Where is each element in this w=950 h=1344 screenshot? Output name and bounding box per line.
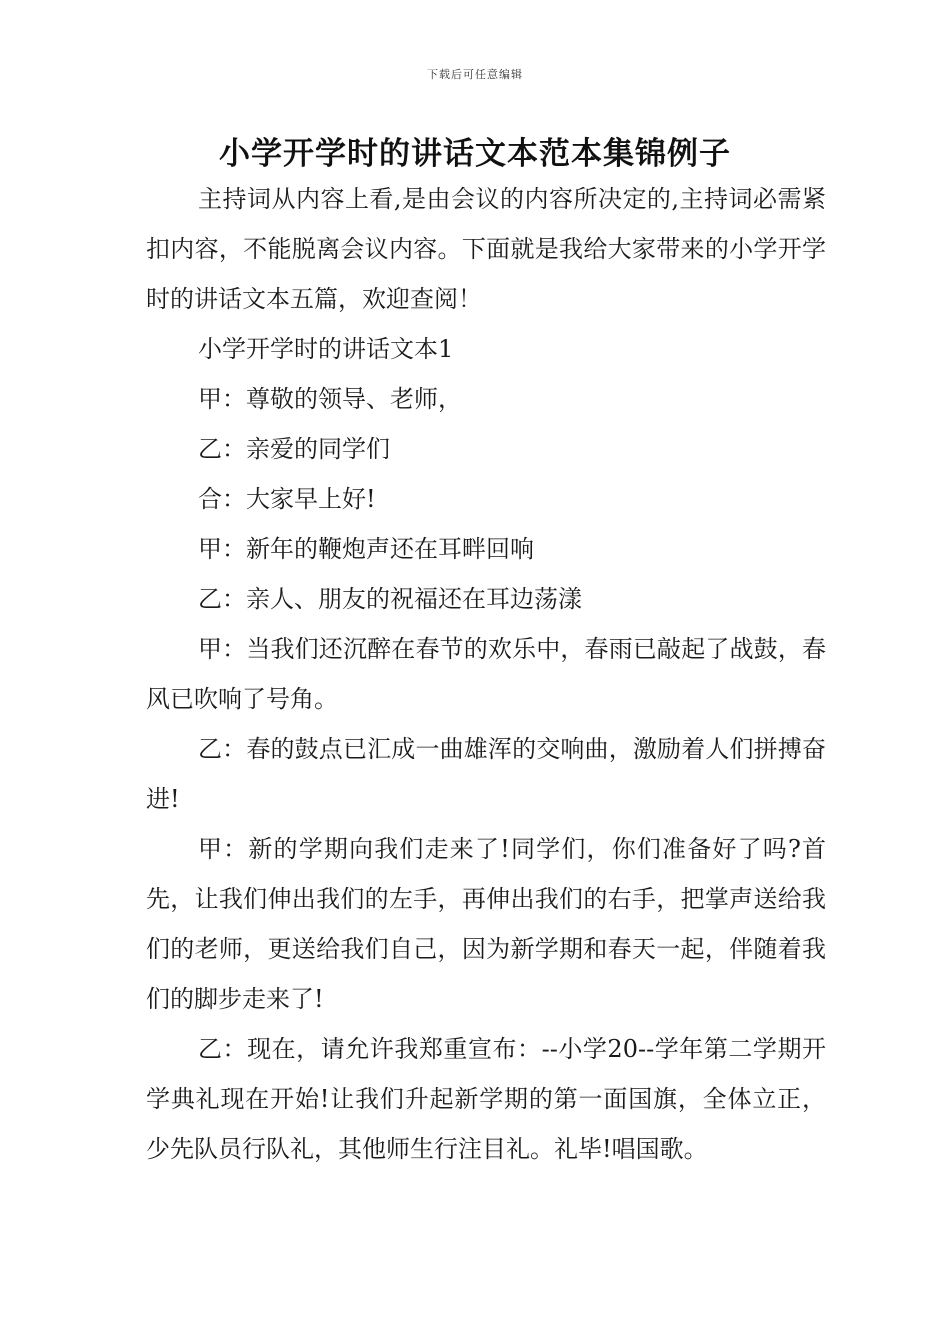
- document-title: 小学开学时的讲话文本范本集锦例子: [219, 136, 731, 172]
- dialogue-line: 乙：现在，请允许我郑重宣布：--小学20--学年第二学期开学典礼现在开始!让我们升起新学期的第一面国旗，全体立正，少先队员行队礼，其他师生行注目礼。礼毕!唱国歌。: [146, 1035, 826, 1163]
- dialogue-line: 甲：尊敬的领导、老师，: [198, 385, 462, 413]
- dialogue-line: 乙：春的鼓点已汇成一曲雄浑的交响曲，激励着人们拼搏奋进!: [146, 735, 826, 813]
- dialogue-line: 合：大家早上好!: [198, 485, 376, 513]
- dialogue-line: 乙：亲爱的同学们: [198, 435, 390, 463]
- dialogue-line: 甲：新年的鞭炮声还在耳畔回响: [198, 535, 534, 563]
- header-note: 下载后可任意编辑: [427, 68, 523, 81]
- intro-paragraph: 主持词从内容上看,是由会议的内容所决定的,主持词必需紧扣内容，不能脱离会议内容。下面就是我给大家带来的小学开学时的讲话文本五篇，欢迎查阅！: [146, 185, 826, 313]
- dialogue-line: 甲：当我们还沉醉在春节的欢乐中，春雨已敲起了战鼓，春风已吹响了号角。: [146, 635, 826, 713]
- document-body: [146, 174, 826, 1174]
- dialogue-line: 乙：亲人、朋友的祝福还在耳边荡漾: [198, 585, 582, 613]
- dialogue-line: 甲：新的学期向我们走来了!同学们，你们准备好了吗?首先，让我们伸出我们的左手，再伸出我们的右手，把掌声送给我们的老师，更送给我们自己，因为新学期和春天一起，伴随着我们的脚步走来了!: [146, 835, 826, 1013]
- section-heading: 小学开学时的讲话文本1: [198, 335, 454, 363]
